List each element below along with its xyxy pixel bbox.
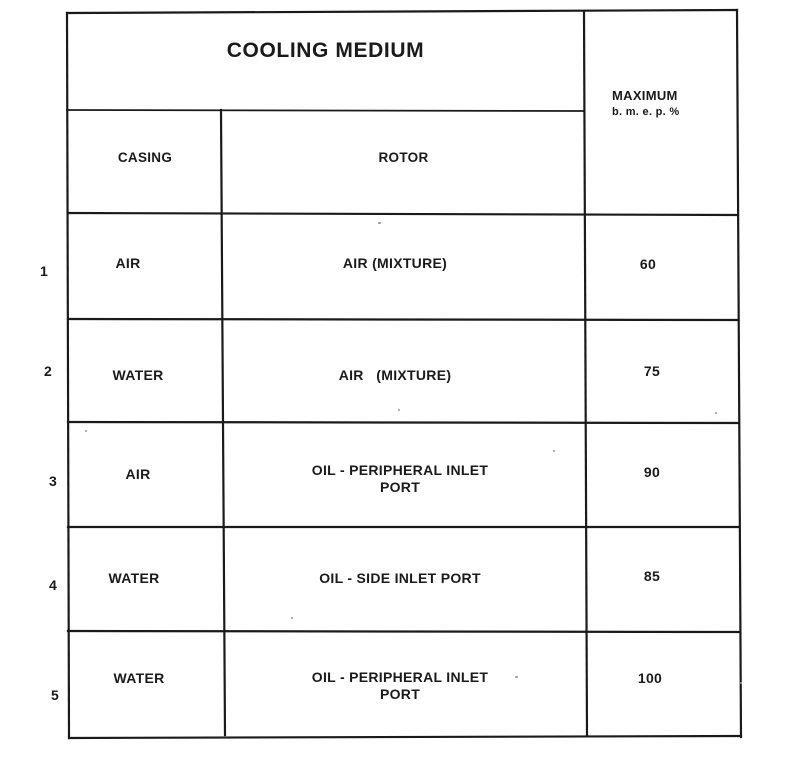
casing-cell: WATER: [113, 670, 165, 686]
casing-cell: WATER: [108, 570, 160, 586]
table-top-border: [67, 10, 737, 13]
bmep-cell: 100: [637, 670, 663, 686]
casing-cell: WATER: [112, 367, 164, 383]
row-number: 3: [48, 473, 58, 489]
table-left-border: [67, 13, 69, 738]
row-separator-1: [68, 319, 738, 320]
row-number: 2: [43, 363, 53, 379]
row-number: 5: [50, 687, 60, 703]
maximum-unit: b. m. e. p. %: [612, 106, 680, 118]
row-number: 4: [48, 577, 58, 593]
bmep-cell: 85: [643, 568, 661, 584]
scan-speck: [715, 412, 717, 414]
casing-cell: AIR: [115, 255, 141, 271]
row-number: 1: [39, 263, 49, 279]
bmep-cell: 90: [643, 464, 661, 480]
row-separator-2: [68, 422, 739, 423]
rotor-cell: OIL - PERIPHERAL INLET PORT: [311, 669, 489, 702]
rotor-cell: OIL - PERIPHERAL INLET PORT: [311, 462, 489, 495]
row-separator-4: [68, 631, 740, 632]
group-title: COOLING MEDIUM: [226, 39, 425, 62]
rotor-cell: OIL - SIDE INLET PORT: [319, 570, 481, 586]
row-separator-header: [68, 213, 738, 215]
scan-speck: [740, 682, 742, 684]
header-split-line: [67, 110, 584, 111]
table-right-border: [737, 10, 741, 737]
scan-speck: [378, 222, 381, 224]
scan-speck: [85, 430, 87, 432]
maximum-header: [612, 88, 727, 120]
rotor-cell: AIR (MIXTURE): [338, 367, 452, 383]
casing-header: CASING: [117, 150, 173, 165]
bmep-cell: 60: [639, 256, 657, 272]
bmep-cell: 75: [643, 363, 661, 379]
rotor-cell: AIR (MIXTURE): [342, 255, 448, 271]
scan-speck: [398, 409, 400, 411]
casing-cell: AIR: [125, 466, 151, 482]
maximum-title: MAXIMUM: [612, 88, 678, 103]
rotor-header: ROTOR: [378, 150, 429, 165]
scan-speck: [291, 617, 293, 619]
scan-speck: [553, 450, 555, 452]
table-divider-rotor-maximum: [584, 12, 587, 735]
scan-speck: [515, 676, 518, 678]
table-bottom-border: [69, 736, 741, 738]
